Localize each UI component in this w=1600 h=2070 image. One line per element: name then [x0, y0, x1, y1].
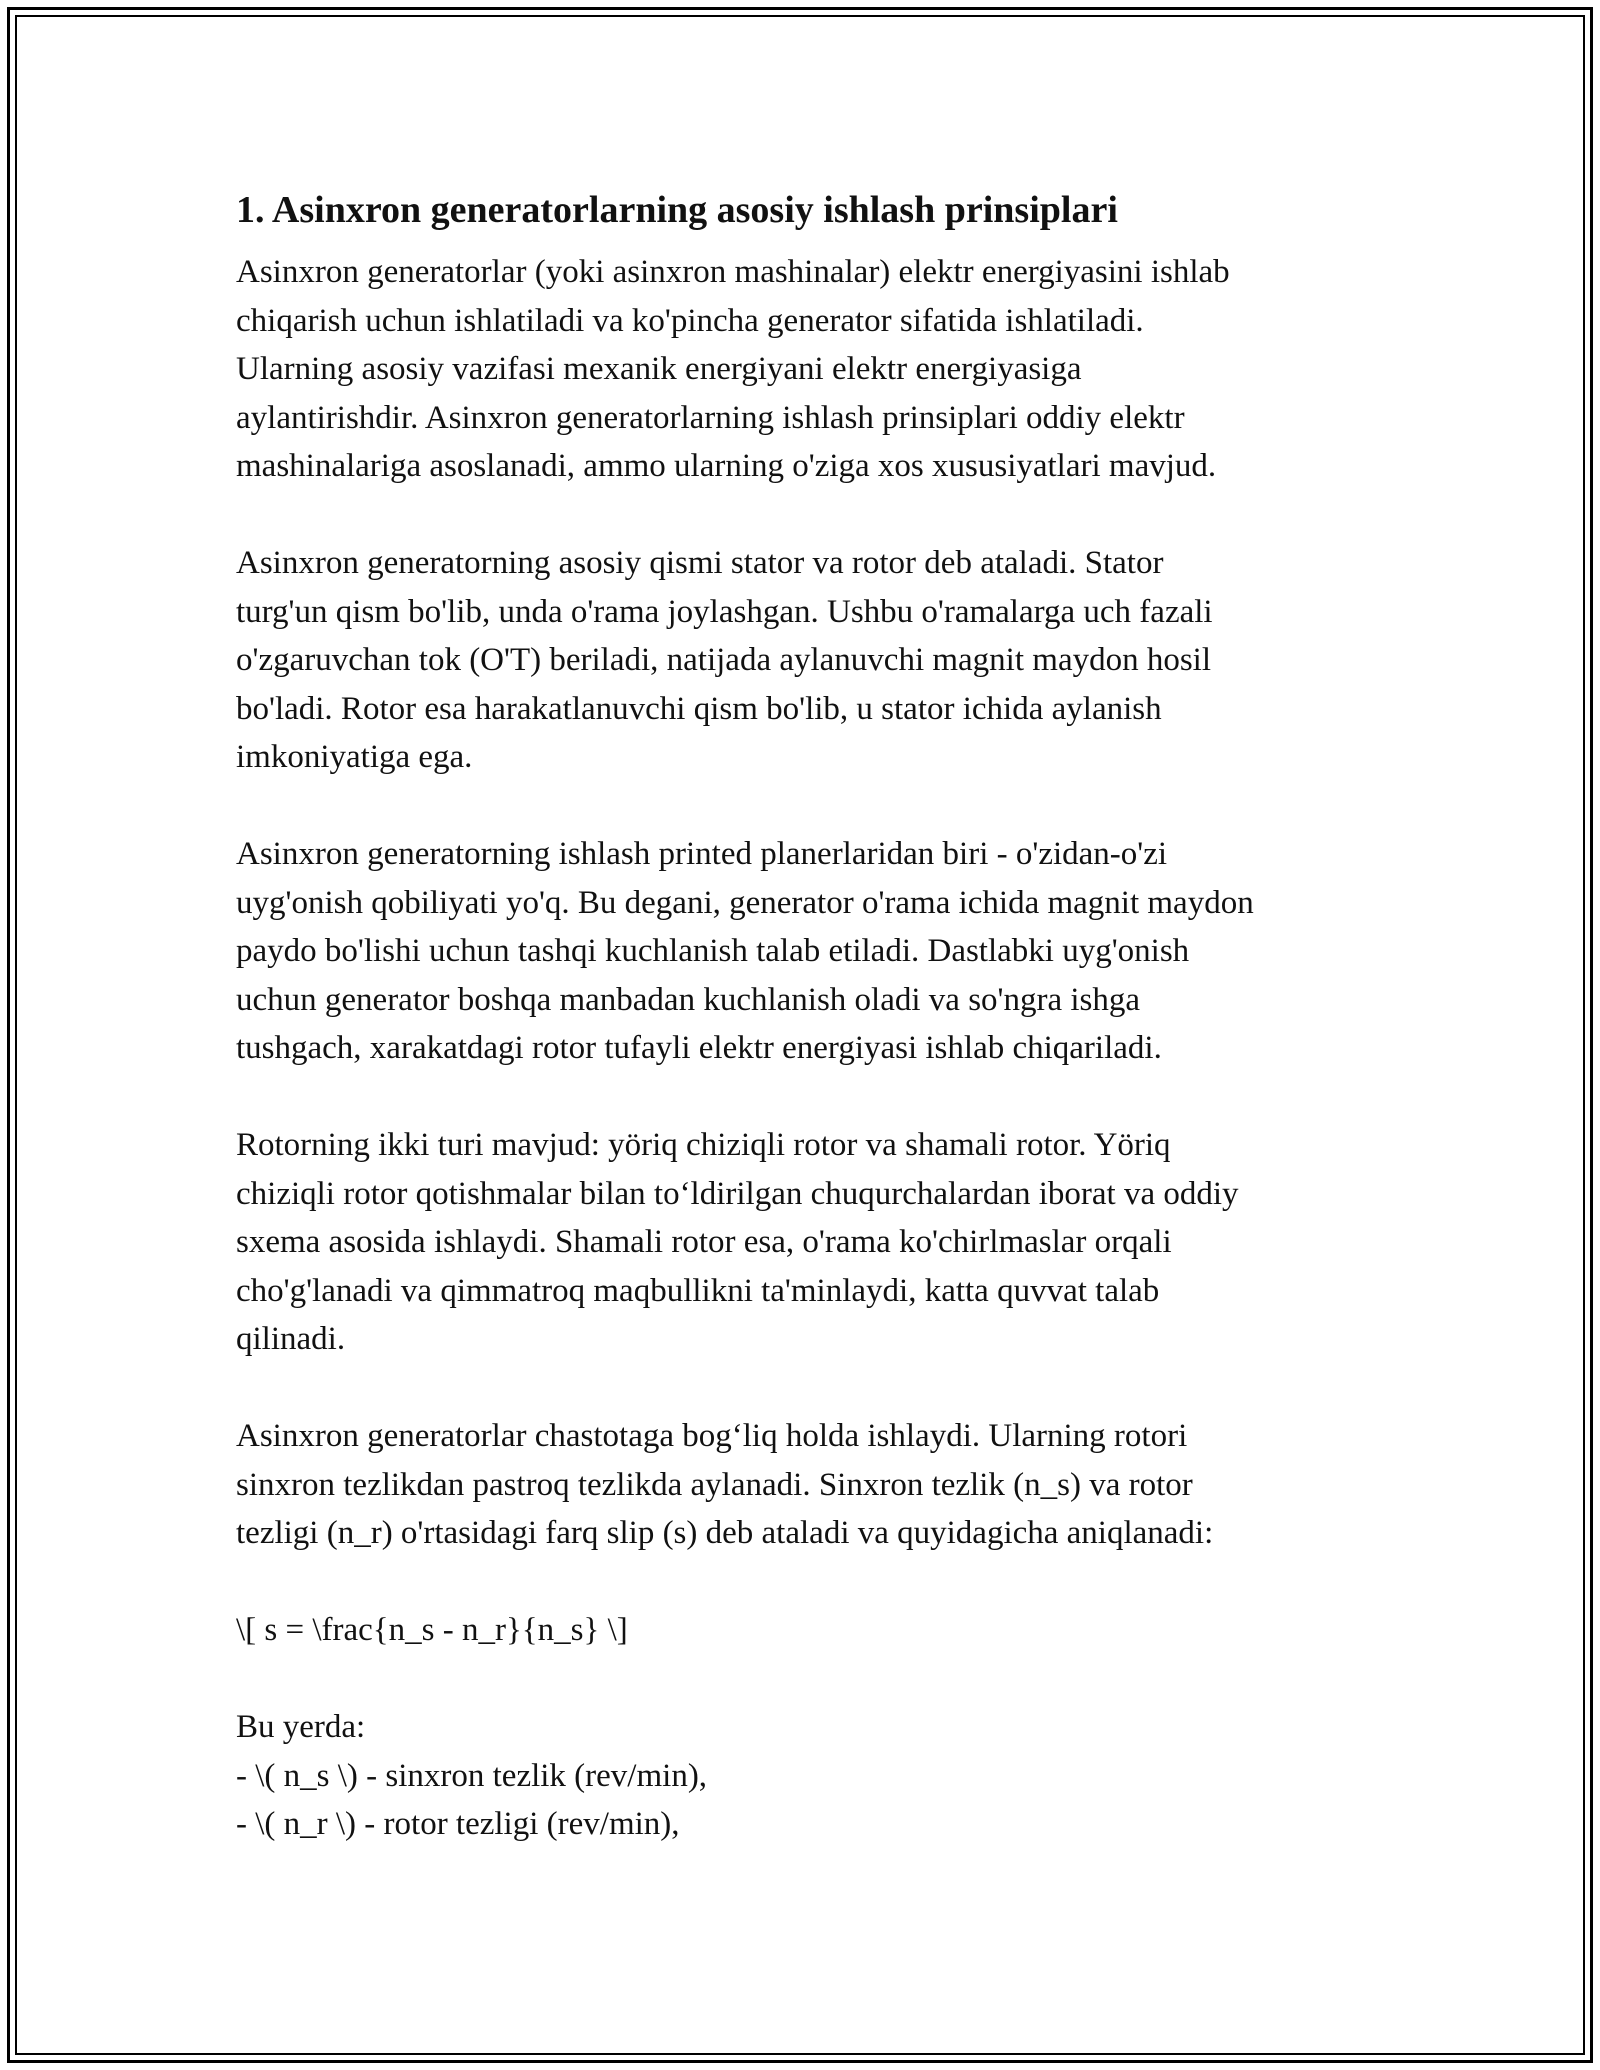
formula-legend — [236, 1703, 1386, 1849]
text-line: turg'un qism bo'lib, unda o'rama joylashgan. Ushbu o'ramalarga uch fazali — [236, 593, 1213, 630]
text-line: aylantirishdir. Asinxron generatorlarning ishlash prinsiplari oddiy elektr — [236, 399, 1185, 436]
text-line: Asinxron generatorlar chastotaga bog‘liq holda ishlaydi. Ularning rotori — [236, 1418, 1188, 1454]
paragraph-stator-rotor — [236, 539, 1386, 782]
paragraph-rotor-types — [236, 1121, 1386, 1364]
legend-line: Bu yerda: — [236, 1709, 366, 1745]
text-line: chiqarish uchun ishlatiladi va ko'pincha generator sifatida ishlatiladi. — [236, 302, 1144, 339]
section-heading: 1. Asinxron generatorlarning asosiy ishlash prinsiplari — [236, 189, 1118, 231]
document-body — [236, 186, 1386, 1849]
paragraph-slip — [236, 1412, 1386, 1558]
text-line: o'zgaruvchan tok (O'T) beriladi, natijada aylanuvchi magnit maydon hosil — [236, 642, 1212, 678]
legend-line: - \( n_s \) - sinxron tezlik (rev/min), — [236, 1757, 708, 1794]
text-line: tushgach, xarakatdagi rotor tufayli elektr energiyasi ishlab chiqariladi. — [236, 1030, 1162, 1066]
text-line: sinxron tezlikdan pastroq tezlikda aylanadi. Sinxron tezlik (n_s) va rotor — [236, 1466, 1193, 1503]
text-line: Rotorning ikki turi mavjud: yöriq chiziqli rotor va shamali rotor. Yöriq — [236, 1127, 1171, 1163]
text-line: uchun generator boshqa manbadan kuchlanish oladi va so'ngra ishga — [236, 981, 1141, 1018]
text-line: cho'g'lanadi va qimmatroq maqbullikni ta'minlaydi, katta quvvat talab — [236, 1272, 1160, 1309]
text-line: sxema asosida ishlaydi. Shamali rotor esa, o'rama ko'chirlmaslar orqali — [236, 1224, 1172, 1260]
text-line: paydo bo'lishi uchun tashqi kuchlanish talab etiladi. Dastlabki uyg'onish — [236, 933, 1190, 969]
paragraph-intro — [236, 248, 1386, 491]
text-line: tezligi (n_r) o'rtasidagi farq slip (s) deb ataladi va quyidagicha aniqlanadi: — [236, 1515, 1214, 1551]
text-line: imkoniyatiga ega. — [236, 739, 473, 775]
legend-line: - \( n_r \) - rotor tezligi (rev/min), — [236, 1806, 680, 1842]
text-line: Asinxron generatorning asosiy qismi stator va rotor deb ataladi. Stator — [236, 545, 1164, 581]
text-line: chiziqli rotor qotishmalar bilan to‘ldirilgan chuqurchalardan iborat va oddiy — [236, 1175, 1239, 1212]
text-line: Asinxron generatorning ishlash printed planerlaridan biri - o'zidan-o'zi — [236, 836, 1168, 872]
text-line: uyg'onish qobiliyati yo'q. Bu degani, generator o'rama ichida magnit maydon — [236, 884, 1254, 921]
text-line: Asinxron generatorlar (yoki asinxron mashinalar) elektr energiyasini ishlab — [236, 254, 1230, 290]
text-line: mashinalariga asoslanadi, ammo ularning o'ziga xos xususiyatlari mavjud. — [236, 448, 1217, 484]
paragraph-excitation — [236, 830, 1386, 1073]
text-line: bo'ladi. Rotor esa harakatlanuvchi qism bo'lib, u stator ichida aylanish — [236, 690, 1162, 727]
text-line: qilinadi. — [236, 1321, 346, 1357]
slip-formula: \[ s = \frac{n_s - n_r}{n_s} \] — [236, 1612, 628, 1648]
text-line: Ularning asosiy vazifasi mexanik energiyani elektr energiyasiga — [236, 351, 1082, 387]
